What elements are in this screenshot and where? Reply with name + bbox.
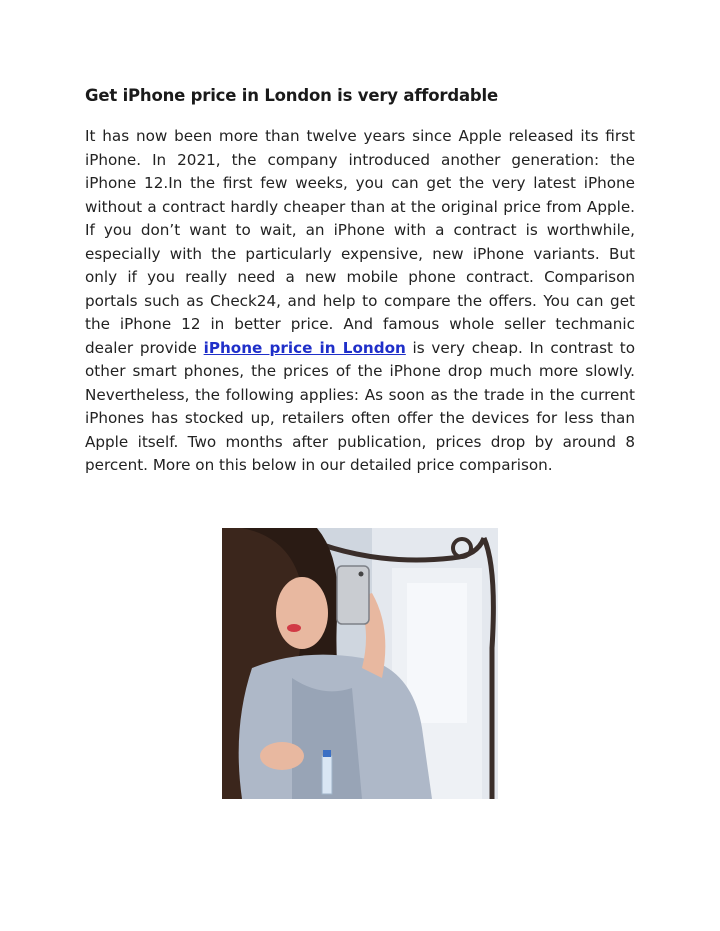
article-paragraph bbox=[85, 125, 635, 478]
paragraph-text-after-link: is very cheap. In contrast to other smart phones, the prices of the iPhone drop much more slowly. Nevertheless, the following applies: As soon as the trade in the current iPhones has stocked up, retailers often offer the devices for less than Apple itself. Two months after publication, prices drop by around 8 percent. More on this below in our detailed price comparison. bbox=[85, 338, 635, 474]
paragraph-text-before-link: It has now been more than twelve years since Apple released its first iPhone. In 2021, the company introduced another generation: the iPhone 12.In the first few weeks, you can get the very latest iPhone without a contract hardly cheaper than at the original price from Apple. If you don’t want to wait, an iPhone with a contract is worthwhile, especially with the particularly expensive, new iPhone variants. But only if you really need a new mobile phone contract. Comparison portals such as Check24, and help to compare the offers. You can get the iPhone 12 in better price. And famous whole seller techmanic dealer provide bbox=[85, 127, 635, 357]
iphone-price-link[interactable]: iPhone price in London bbox=[203, 338, 406, 357]
selfie-photo bbox=[222, 528, 498, 799]
article-title: Get iPhone price in London is very affordable bbox=[85, 86, 498, 105]
